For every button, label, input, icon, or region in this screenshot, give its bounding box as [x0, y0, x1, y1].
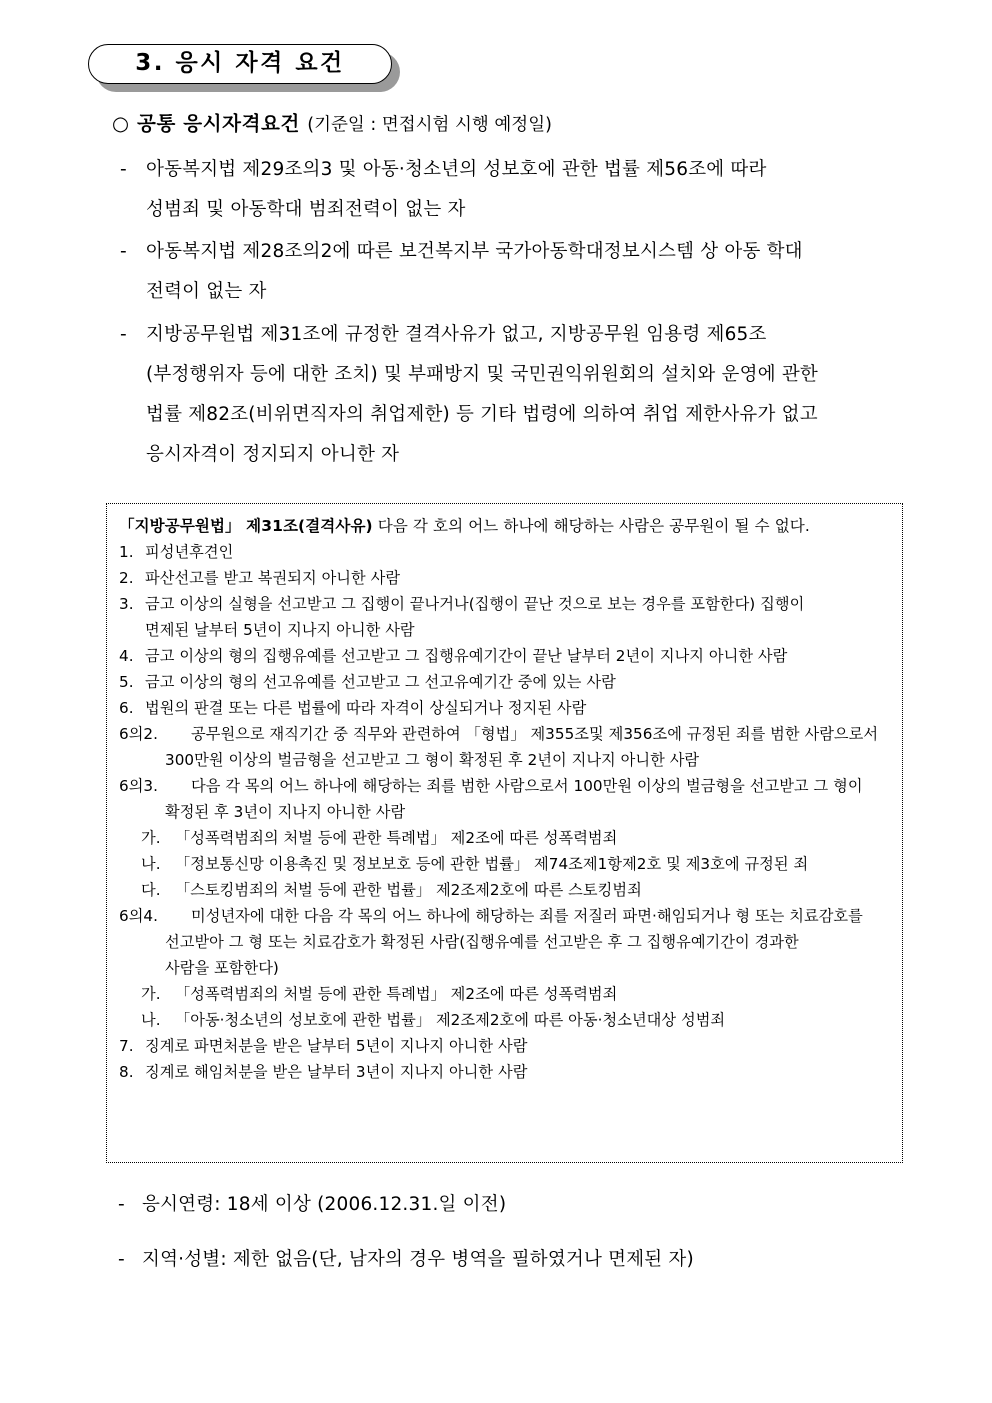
requirement-line: 아동복지법 제28조의2에 따른 보건복지부 국가아동학대정보시스템 상 아동 학대 [146, 241, 803, 262]
law-box-header-title: 「지방공무원법」 제31조(결격사유) [119, 517, 373, 535]
law-item-number: 3. [119, 595, 134, 613]
law-box-header-rest: 다음 각 호의 어느 하나에 해당하는 사람은 공무원이 될 수 없다. [372, 517, 810, 535]
law-subitem [119, 825, 892, 851]
requirement-dash: - [120, 241, 127, 262]
law-item-text: 미성년자에 대한 다음 각 목의 어느 하나에 해당하는 죄를 저질러 파면·해임되거나 형 또는 치료감호를 선고받아 그 형 또는 치료감호가 확정된 사람(집행유예를 선고받은 후 그 집행유예기간이 경과한 사람을 포함한다) [165, 907, 863, 977]
law-item [119, 1059, 892, 1085]
requirement-item-1 [120, 150, 910, 230]
law-item-text: 징계로 해임처분을 받은 날부터 3년이 지나지 아니한 사람 [145, 1063, 528, 1081]
law-item [119, 773, 892, 825]
law-subitem [119, 877, 892, 903]
requirement-line: 아동복지법 제29조의3 및 아동·청소년의 성보호에 관한 법률 제56조에 따라 [146, 159, 767, 180]
law-item-number: 2. [119, 569, 134, 587]
law-subitem-number: 나. [141, 855, 161, 873]
law-item [119, 591, 892, 643]
law-subitem-number: 가. [141, 985, 161, 1003]
requirement-line: 성범죄 및 아동학대 범죄전력이 없는 자 [146, 199, 466, 220]
requirement-line: 전력이 없는 자 [146, 281, 267, 302]
law-item-number: 6의3. [119, 777, 159, 795]
common-eligibility-heading-main: ○ 공통 응시자격요건 [112, 112, 300, 135]
requirement-line: (부정행위자 등에 대한 조치) 및 부패방지 및 국민권익위원회의 설치와 운영에 관한 [146, 364, 818, 385]
law-item-number: 6. [119, 699, 134, 717]
requirement-item-3 [120, 315, 910, 475]
law-item-number: 1. [119, 543, 134, 561]
tail-dash: - [118, 1249, 125, 1270]
tail-dash: - [118, 1194, 125, 1215]
requirement-dash: - [120, 324, 127, 345]
law-subitem-number: 다. [141, 881, 161, 899]
section-title-pill [88, 44, 392, 84]
law-item [119, 903, 892, 981]
law-item-text: 금고 이상의 형의 집행유예를 선고받고 그 집행유예기간이 끝난 날부터 2년이 지나지 아니한 사람 [145, 647, 788, 665]
law-item-text: 법원의 판결 또는 다른 법률에 따라 자격이 상실되거나 정지된 사람 [145, 699, 587, 717]
requirement-line: 법률 제82조(비위면직자의 취업제한) 등 기타 법령에 의하여 취업 제한사유가 없고 [146, 404, 818, 425]
law-subitem [119, 1007, 892, 1033]
common-eligibility-heading [112, 108, 552, 136]
common-eligibility-heading-note: (기준일 : 면접시험 시행 예정일) [307, 115, 552, 135]
law-item [119, 721, 892, 773]
section-title-banner [88, 44, 400, 92]
requirement-line: 지방공무원법 제31조에 규정한 결격사유가 없고, 지방공무원 임용령 제65조 [146, 324, 767, 345]
law-item-text: 징계로 파면처분을 받은 날부터 5년이 지나지 아니한 사람 [145, 1037, 528, 1055]
law-subitem-text: 「아동·청소년의 성보호에 관한 법률」 제2조제2호에 따른 아동·청소년대상 성범죄 [175, 1011, 726, 1029]
requirement-body [146, 315, 910, 475]
law-subitem-number: 나. [141, 1011, 161, 1029]
law-item-number: 5. [119, 673, 134, 691]
age-requirement-line [118, 1190, 506, 1220]
law-item-text: 피성년후견인 [145, 543, 234, 561]
law-item-number: 6의4. [119, 907, 159, 925]
requirement-line: 응시자격이 정지되지 아니한 자 [146, 444, 400, 465]
law-item [119, 539, 892, 565]
law-box-header [119, 513, 892, 539]
page-title: 3. 응시 자격 요건 [135, 49, 345, 76]
requirement-body [146, 150, 910, 230]
age-requirement-text: 응시연령: 18세 이상 (2006.12.31.일 이전) [142, 1194, 507, 1215]
law-item-number: 6의2. [119, 725, 159, 743]
requirement-body [146, 232, 910, 312]
law-item-number: 8. [119, 1063, 134, 1081]
law-subitem-text: 「정보통신망 이용촉진 및 정보보호 등에 관한 법률」 제74조제1항제2호 및 제3호에 규정된 죄 [175, 855, 809, 873]
region-gender-requirement-line [118, 1245, 694, 1275]
law-subitem [119, 851, 892, 877]
law-subitem-text: 「성폭력범죄의 처벌 등에 관한 특례법」 제2조에 따른 성폭력범죄 [175, 829, 618, 847]
law-item-text: 파산선고를 받고 복권되지 아니한 사람 [145, 569, 401, 587]
law-subitem-number: 가. [141, 829, 161, 847]
law-item-text: 다음 각 목의 어느 하나에 해당하는 죄를 범한 사람으로서 100만원 이상의 벌금형을 선고받고 그 형이 확정된 후 3년이 지나지 아니한 사람 [165, 777, 863, 821]
law-item-text: 금고 이상의 실형을 선고받고 그 집행이 끝나거나(집행이 끝난 것으로 보는 경우를 포함한다) 집행이 면제된 날부터 5년이 지나지 아니한 사람 [145, 595, 805, 639]
region-gender-requirement-text: 지역·성별: 제한 없음(단, 남자의 경우 병역을 필하였거나 면제된 자) [142, 1249, 694, 1270]
law-subitem [119, 981, 892, 1007]
law-item [119, 643, 892, 669]
law-item-number: 7. [119, 1037, 134, 1055]
law-item-text: 공무원으로 재직기간 중 직무와 관련하여 「형법」 제355조및 제356조에 규정된 죄를 범한 사람으로서 300만원 이상의 벌금형을 선고받고 그 형이 확정된 후 2년이 지나지 아니한 사람 [165, 725, 879, 769]
law-item-number: 4. [119, 647, 134, 665]
requirement-dash: - [120, 159, 127, 180]
requirement-item-2 [120, 232, 910, 312]
law-item [119, 669, 892, 695]
law-subitem-text: 「성폭력범죄의 처벌 등에 관한 특례법」 제2조에 따른 성폭력범죄 [175, 985, 618, 1003]
law-subitem-text: 「스토킹범죄의 처벌 등에 관한 법률」 제2조제2호에 따른 스토킹범죄 [175, 881, 642, 899]
law-item-text: 금고 이상의 형의 선고유예를 선고받고 그 선고유예기간 중에 있는 사람 [145, 673, 616, 691]
law-reference-box [106, 503, 903, 1163]
law-item [119, 1033, 892, 1059]
law-item [119, 565, 892, 591]
law-item [119, 695, 892, 721]
